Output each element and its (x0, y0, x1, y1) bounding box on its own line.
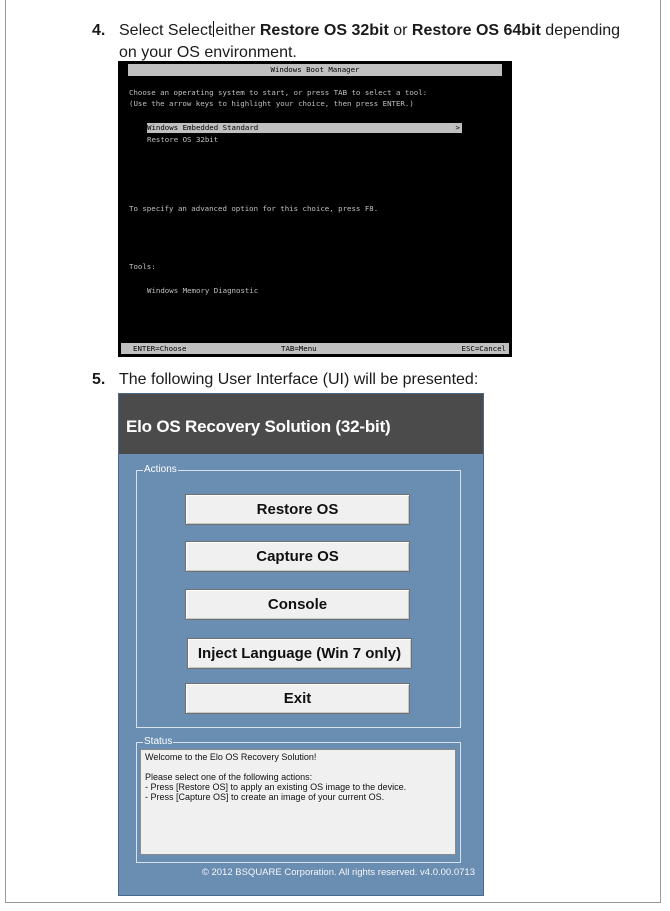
inject-language-button[interactable]: Inject Language (Win 7 only) (187, 638, 412, 669)
step-text: The following User Interface (UI) will be presented: (119, 371, 479, 388)
option-restore-32: Restore OS 32bit (259, 22, 389, 39)
restore-os-button[interactable]: Restore OS (185, 494, 410, 525)
step-text-mid1: either (215, 22, 260, 39)
status-enter: ENTER=Choose (133, 344, 187, 353)
boot-tool-item[interactable]: Windows Memory Diagnostic (147, 286, 259, 295)
boot-option[interactable]: Restore OS 32bit (147, 135, 219, 144)
step-number: 5. (92, 371, 106, 388)
copyright-text: © 2012 BSQUARE Corporation. All rights reserved. v4.0.00.0713 (201, 867, 475, 878)
step-text-suffix: depending (540, 22, 621, 39)
actions-legend: Actions (144, 464, 177, 475)
status-line: Welcome to the Elo OS Recovery Solution! (145, 752, 317, 762)
boot-instruction-1: Choose an operating system to start, or press TAB to select a tool: (129, 88, 428, 97)
capture-os-button[interactable]: Capture OS (185, 541, 410, 572)
console-button[interactable]: Console (185, 589, 410, 620)
boot-option-label: Windows Embedded Standard (147, 123, 259, 132)
boot-manager-screen (118, 61, 512, 357)
boot-advanced-hint: To specify an advanced option for this choice, press F8. (129, 204, 379, 213)
window-header (119, 394, 483, 454)
step-text-line2: on your OS environment. (119, 44, 297, 61)
exit-button[interactable]: Exit (185, 683, 410, 714)
status-tab: TAB=Menu (281, 344, 317, 353)
elo-recovery-window (118, 393, 484, 896)
step-text-mid2: or (388, 22, 412, 39)
boot-instruction-2: (Use the arrow keys to highlight your choice, then press ENTER.) (129, 99, 414, 108)
status-esc: ESC=Cancel (461, 344, 506, 353)
window-title: Elo OS Recovery Solution (32-bit) (126, 417, 391, 436)
step-text-line1 (119, 20, 620, 42)
option-restore-64: Restore OS 64bit (411, 22, 541, 39)
boot-option-selected[interactable] (147, 123, 462, 133)
status-legend: Status (144, 736, 173, 747)
status-line: Please select one of the following actions: (145, 772, 313, 782)
status-line-blank (145, 762, 451, 772)
status-line: - Press [Restore OS] to apply an existing OS image to the device. (145, 782, 407, 792)
status-line: - Press [Capture OS] to create an image of your current OS. (145, 792, 385, 802)
chevron-right-icon: > (455, 123, 460, 132)
step-text-prefix: Select Select (119, 22, 213, 39)
boot-tools-label: Tools: (129, 262, 156, 271)
boot-status-bar (121, 343, 509, 354)
step-number: 4. (92, 22, 106, 39)
status-textbox[interactable] (140, 749, 456, 855)
boot-manager-title: Windows Boot Manager (128, 64, 502, 76)
